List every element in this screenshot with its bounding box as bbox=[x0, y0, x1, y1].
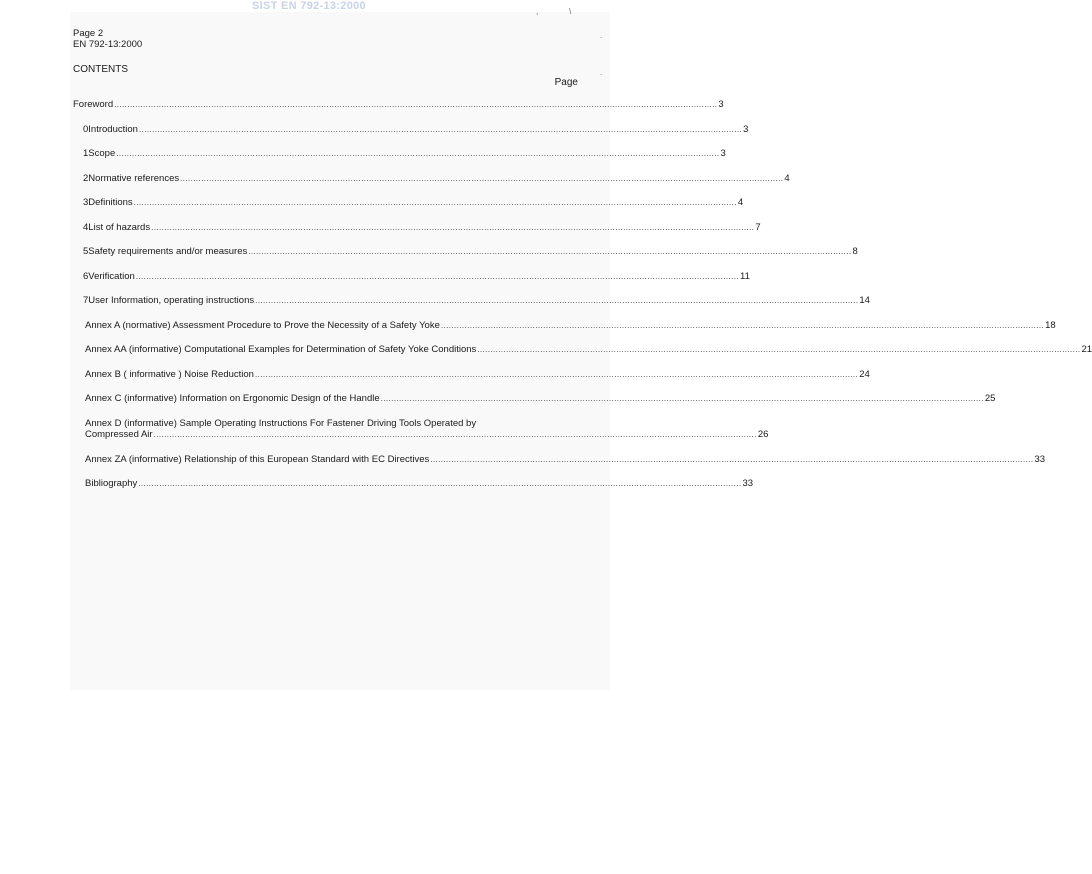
toc-entry-annex-d[interactable] bbox=[85, 418, 769, 440]
toc-leader: ...................................................................................................................................................................................................................................... bbox=[114, 100, 718, 109]
toc-leader: ...................................................................................................................................................................................................................................... bbox=[380, 394, 984, 403]
toc-entry-title: Scope bbox=[88, 148, 116, 159]
toc-entry-title: Annex ZA (informative) Relationship of this European Standard with EC Directives bbox=[85, 454, 430, 465]
toc-entry-annex-c[interactable] bbox=[85, 393, 996, 404]
toc-entry-title: Definitions bbox=[88, 197, 133, 208]
toc-entry-title: Annex A (normative) Assessment Procedure to Prove the Necessity of a Safety Yoke bbox=[85, 320, 440, 331]
toc-entry-number: 1 bbox=[83, 148, 89, 159]
toc-entry-number: 7 bbox=[83, 295, 89, 306]
toc-leader: ...................................................................................................................................................................................................................................... bbox=[138, 125, 743, 134]
toc-entry-title: Verification bbox=[88, 271, 135, 282]
toc-leader: ...................................................................................................................................................................................................................................... bbox=[135, 272, 739, 281]
toc-leader: ...................................................................................................................................................................................................................................... bbox=[180, 174, 784, 183]
toc-leader: ...................................................................................................................................................................................................................................... bbox=[138, 479, 742, 488]
toc-entry-page: 14 bbox=[859, 295, 870, 306]
toc-leader: ...................................................................................................................................................................................................................................... bbox=[430, 455, 1034, 464]
toc-entry-page: 25 bbox=[984, 393, 996, 404]
toc-entry-annex-a[interactable] bbox=[85, 320, 1056, 331]
scan-mark: . bbox=[600, 68, 603, 77]
scan-mark: , bbox=[536, 7, 539, 16]
toc-entry-title: Foreword bbox=[73, 99, 114, 110]
toc-entry-title: Normative references bbox=[88, 173, 180, 184]
toc-entry-user-information[interactable] bbox=[83, 295, 870, 306]
toc-leader: ...................................................................................................................................................................................................................................... bbox=[440, 321, 1045, 330]
toc-entry-page: 21 bbox=[1081, 344, 1092, 355]
toc-entry-page: 4 bbox=[784, 173, 790, 184]
toc-entry-foreword[interactable] bbox=[73, 99, 724, 110]
toc-entry-page: 3 bbox=[718, 99, 724, 110]
toc-leader: ...................................................................................................................................................................................................................................... bbox=[153, 430, 757, 439]
toc-entry-title: Annex C (informative) Information on Ergonomic Design of the Handle bbox=[85, 393, 380, 404]
toc-entry-page: 4 bbox=[737, 197, 744, 208]
toc-entry-number: 3 bbox=[83, 197, 89, 208]
toc-entry-verification[interactable] bbox=[83, 271, 750, 282]
toc-entry-page: 8 bbox=[852, 246, 858, 257]
toc-entry-title: Bibliography bbox=[85, 478, 138, 489]
toc-entry-page: 26 bbox=[757, 429, 769, 440]
page-column-label: Page bbox=[554, 77, 578, 88]
toc-leader: ...................................................................................................................................................................................................................................... bbox=[255, 296, 859, 305]
toc-entry-page: 24 bbox=[859, 369, 870, 380]
toc-leader: ...................................................................................................................................................................................................................................... bbox=[116, 149, 720, 158]
toc-entry-number: 0 bbox=[83, 124, 89, 135]
scan-mark: . bbox=[600, 31, 603, 40]
toc-entry-page: 33 bbox=[742, 478, 754, 489]
toc-entry-number: 6 bbox=[83, 271, 89, 282]
scan-mark: \ bbox=[569, 7, 572, 16]
standard-id: EN 792-13:2000 bbox=[73, 39, 143, 50]
toc-entry-annex-b[interactable] bbox=[85, 369, 870, 380]
toc-leader: ...................................................................................................................................................................................................................................... bbox=[477, 345, 1081, 354]
toc-entry-introduction[interactable] bbox=[83, 124, 749, 135]
toc-entry-definitions[interactable] bbox=[83, 197, 744, 208]
toc-entry-title: User Information, operating instructions bbox=[88, 295, 255, 306]
toc-entry-list-of-hazards[interactable] bbox=[83, 222, 761, 233]
toc-entry-page: 18 bbox=[1045, 320, 1056, 331]
toc-entry-title-line2: Compressed Air bbox=[85, 429, 153, 440]
toc-leader: ...................................................................................................................................................................................................................................... bbox=[151, 223, 755, 232]
toc-entry-title: Introduction bbox=[88, 124, 138, 135]
toc-leader: ...................................................................................................................................................................................................................................... bbox=[133, 198, 737, 207]
toc-leader: ...................................................................................................................................................................................................................................... bbox=[248, 247, 852, 256]
contents-title: CONTENTS bbox=[73, 64, 128, 75]
toc-entry-number: 2 bbox=[83, 173, 89, 184]
toc-entry-annex-aa[interactable] bbox=[85, 344, 1092, 355]
toc-entry-page: 3 bbox=[743, 124, 749, 135]
toc-entry-title: List of hazards bbox=[88, 222, 151, 233]
toc-entry-number: 5 bbox=[83, 246, 89, 257]
toc-entry-title: Safety requirements and/or measures bbox=[88, 246, 248, 257]
toc-entry-page: 11 bbox=[740, 271, 750, 282]
toc-entry-page: 7 bbox=[755, 222, 761, 233]
watermark-text: SIST EN 792-13:2000 bbox=[252, 0, 366, 12]
toc-entry-title: Annex D (informative) Sample Operating Instructions For Fastener Driving Tools Operated by bbox=[85, 418, 477, 429]
toc-entry-normative-references[interactable] bbox=[83, 173, 790, 184]
toc-entry-annex-za[interactable] bbox=[85, 454, 1046, 465]
page-number: Page 2 bbox=[73, 28, 104, 39]
toc-entry-page: 33 bbox=[1034, 454, 1046, 465]
toc-entry-title: Annex B ( informative ) Noise Reduction bbox=[85, 369, 254, 380]
page-header bbox=[73, 28, 142, 50]
toc-entry-safety-requirements[interactable] bbox=[83, 246, 858, 257]
toc-entry-continuation bbox=[85, 429, 769, 440]
toc-entry-title: Annex AA (informative) Computational Examples for Determination of Safety Yoke Conditions bbox=[85, 344, 477, 355]
toc-entry-bibliography[interactable] bbox=[85, 478, 754, 489]
toc-entry-page: 3 bbox=[720, 148, 726, 159]
toc-entry-number: 4 bbox=[83, 222, 89, 233]
toc-leader: ...................................................................................................................................................................................................................................... bbox=[254, 370, 859, 379]
toc-entry-scope[interactable] bbox=[83, 148, 726, 159]
